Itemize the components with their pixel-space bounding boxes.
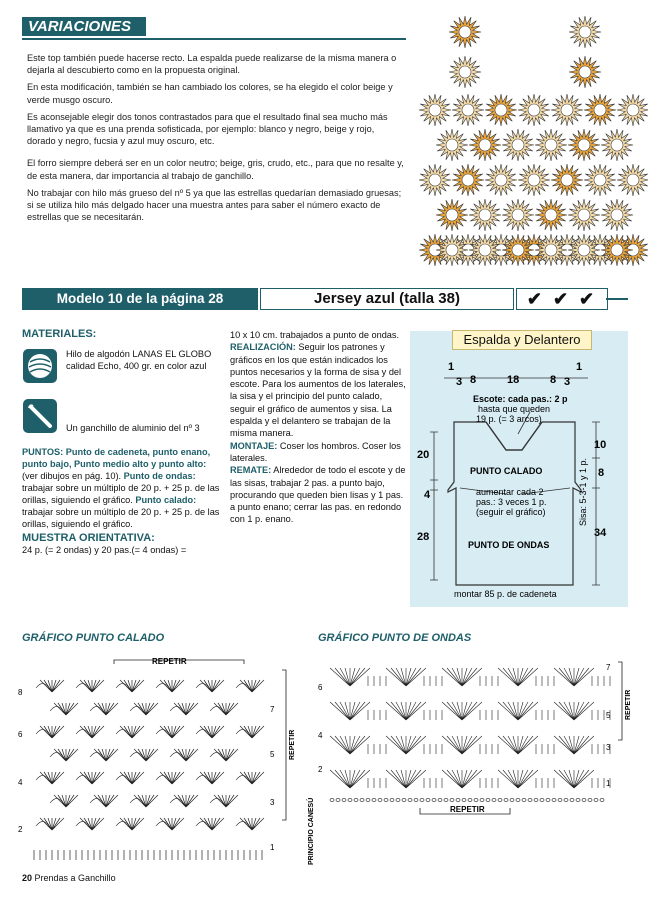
fan-stitch [160,818,184,830]
text: Seguir los patrones y gráficos en los que están indicados los puntos necesarios y la forma de sisa y del escote. Para los aumentos de los laterales, la sisa y el principio del punto calado, seguir el gráfico de aumentos y sisa. La espalda y el delantero se trabajan de la misma manera. [230,342,406,439]
hook-text: Un ganchillo de aluminio del nº 3 [66,423,200,433]
star-center [627,104,639,116]
repetir-side: REPETIR [625,689,632,720]
chain-arc [36,821,50,828]
stitch-row [480,778,498,788]
star-center [446,244,458,256]
chain-arc [210,706,224,713]
fan-stitch [200,726,224,738]
wave-stitch [442,770,482,788]
chart1-title: GRÁFICO PUNTO CALADO [22,632,165,644]
difficulty-checks: ✔ ✔ ✔ [516,288,608,310]
dim-label: 8 [470,374,477,386]
chain-arc [50,706,64,713]
dim-label: 28 [417,531,430,543]
chain-arc [76,821,90,828]
stitch-row [424,676,442,686]
star-motif [568,199,600,231]
fan-stitch [134,795,158,807]
chain-arc [236,729,250,736]
fan-stitch [134,703,158,715]
fan-stitch [40,726,64,738]
star-motif [449,56,481,88]
star-motif [436,234,468,266]
fan-stitch [40,680,64,692]
chain-arc [76,729,90,736]
montar-note: montar 85 p. de cadeneta [454,589,557,599]
star-center [594,104,606,116]
magazine-name: Prendas a Ganchillo [34,873,116,883]
fan-stitch [120,726,144,738]
instructions-column [230,329,408,526]
star-center [429,104,441,116]
repetir-label: REPETIR [152,657,187,666]
aumentar-note: (seguir el gráfico) [476,507,546,517]
star-motif [601,129,633,161]
dim-label: 34 [594,527,607,539]
escote-note: Escote: cada pas.: 2 p [473,394,568,404]
realizacion [230,341,408,439]
star-center [495,104,507,116]
star-motif [617,94,648,126]
star-motif [469,234,501,266]
paragraph: Es aconsejable elegir dos tonos contrastados para que el resultado final sea mucho más llamativo ya que es una prenda sofisticada, por ejemplo: blanco y negro, beige y rojo, dorado y negro, fucsia y azul muy oscuro, etc. [27,111,388,147]
escote-note: hasta que queden [478,404,551,414]
model-label: Modelo 10 de la página 28 [22,288,258,310]
star-center [611,244,623,256]
garment-schematic [410,350,628,607]
chain-arc [36,729,50,736]
star-center [611,209,623,221]
star-motif [419,94,451,126]
wave-stitch [442,736,482,754]
star-motif [617,164,648,196]
fan-stitch [160,680,184,692]
star-motif [584,164,616,196]
model-title: Jersey azul (talla 38) [260,288,514,310]
stitch-row [480,744,498,754]
dim-label: 1 [448,361,455,373]
star-center [479,244,491,256]
stitch-row [480,676,498,686]
star-motif [436,199,468,231]
chain-arc [156,683,170,690]
star-motif [419,164,451,196]
yarn-text: Hilo de algodón LANAS EL GLOBO calidad Echo, 400 gr. en color azul [66,349,212,371]
wave-stitch [386,770,426,788]
fan-stitch [174,703,198,715]
page-number: 20 [22,873,33,883]
fan-stitch [80,726,104,738]
punto-ondas-chart [310,650,635,830]
chain-arc [36,775,50,782]
star-motif [502,234,534,266]
chain-arc [130,706,144,713]
wave-stitch [386,736,426,754]
chain-arc [76,683,90,690]
wave-stitch [442,668,482,686]
dim-label: 3 [564,376,571,388]
star-top-illustration [425,10,630,270]
chain-arc [210,752,224,759]
chain-arc [50,798,64,805]
star-center [459,66,471,78]
row-number-right: 1 [606,779,611,788]
chain-arc [210,798,224,805]
star-center [459,26,471,38]
star-center [528,174,540,186]
wave-stitch [554,736,594,754]
stitch-row [424,710,442,720]
star-motif [584,94,616,126]
chain-row [330,799,604,802]
fan-stitch [200,818,224,830]
wave-stitch [498,736,538,754]
fan-stitch [240,726,264,738]
fan-stitch [240,772,264,784]
star-motif [518,94,550,126]
star-center [545,244,557,256]
dim-label: 4 [424,489,431,501]
chain-arc [196,775,210,782]
fan-stitch [54,749,78,761]
yarn-item [22,348,222,384]
stitch-row [536,710,554,720]
stitch-row [368,710,386,720]
yarn-ball-icon [22,348,58,384]
fan-stitch [174,795,198,807]
star-motif [469,199,501,231]
muestra-heading: MUESTRA ORIENTATIVA: [22,532,155,544]
row-number-left: 2 [18,825,23,834]
principio-label: PRINCIPIO CANESÚ [308,797,315,865]
chain-arc [156,729,170,736]
wave-stitch [386,668,426,686]
star-motif [452,164,484,196]
stitch-row [368,676,386,686]
star-motif [535,129,567,161]
model-header [22,288,628,310]
stitch-row [592,676,610,686]
star-motif [535,234,567,266]
stitch-row [424,778,442,788]
star-center [479,139,491,151]
wave-stitch [554,702,594,720]
star-motif [568,234,600,266]
fan-stitch [160,772,184,784]
star-center [446,139,458,151]
chain-arc [196,683,210,690]
row-number-left: 6 [18,730,23,739]
puntos-text [22,446,222,530]
fan-stitch [174,749,198,761]
text: Alrededor de todo el escote y de las sisas, trabajar 2 pas. a punto bajo, procurando que queden bien lisas y 1 pas. a punto enano; cerrar las pas. en redondo con 1 p. enano. [230,465,406,525]
hook-item [22,398,222,434]
fan-stitch [160,726,184,738]
dim-label: 3 [456,376,463,388]
wave-stitch [554,668,594,686]
paragraph: Este top también puede hacerse recto. La espalda puede realizarse de la misma manera o dejarla al descubierto como en la propuesta original. [27,53,397,76]
stitch-row [368,778,386,788]
star-center [545,209,557,221]
chain-arc [196,729,210,736]
fan-stitch [120,680,144,692]
fan-stitch [214,795,238,807]
chain-arc [236,683,250,690]
star-center [512,244,524,256]
star-center [579,26,591,38]
fan-stitch [40,818,64,830]
chain-arc [76,775,90,782]
stitch-row [536,676,554,686]
fan-stitch [214,749,238,761]
row-number-right: 7 [606,663,611,672]
fan-stitch [94,795,118,807]
chain-arc [36,683,50,690]
divider [22,38,406,40]
row-number-right: 3 [270,798,275,807]
text: trabajar sobre un múltiplo de 20 p. + 25 p. de las orillas, siguiendo el gráfico. [22,507,220,529]
row-number-left: 4 [18,778,23,787]
chain-arc [90,798,104,805]
dim-label: 8 [550,374,557,386]
label: Punto calado: [135,495,197,505]
stitch-row [536,778,554,788]
star-motif [551,164,583,196]
wave-stitch [330,702,370,720]
star-motif [535,199,567,231]
chain-arc [116,729,130,736]
star-center [561,174,573,186]
wave-stitch [498,770,538,788]
chain-arc [130,752,144,759]
chain-arc [170,752,184,759]
stitch-row [368,744,386,754]
crochet-hook-icon [22,398,58,434]
repetir-label: REPETIR [450,805,485,814]
chain-arc [156,821,170,828]
fan-stitch [80,680,104,692]
wave-stitch [498,702,538,720]
chain-arc [50,752,64,759]
paragraph: El forro siempre deberá ser en un color neutro; beige, gris, crudo, etc., para que no resalte y, de esta manera, dar importancia al trabajo de ganchillo. [27,158,404,181]
fan-stitch [54,703,78,715]
star-center [545,139,557,151]
chain-arc [116,775,130,782]
wave-stitch [442,702,482,720]
fan-stitch [94,703,118,715]
chart2-title: GRÁFICO PUNTO DE ONDAS [318,632,472,644]
star-center [462,104,474,116]
star-center [611,139,623,151]
star-center [594,174,606,186]
materials-column [22,328,222,556]
text: (ver dibujos en pág. 10). [22,471,122,481]
wave-stitch [330,736,370,754]
star-center [479,209,491,221]
label: REALIZACIÓN: [230,342,296,353]
stitch-row [536,744,554,754]
row-number-left: 6 [318,683,323,692]
punto-calado-label: PUNTO CALADO [470,466,543,476]
dim-label: 10 [594,439,607,451]
section-title-variaciones: VARIACIONES [22,17,146,36]
star-center [578,139,590,151]
chain-arc [130,798,144,805]
punto-calado-chart [14,650,314,872]
dim-label: 18 [507,374,520,386]
label: Punto de ondas: [123,471,196,481]
label: REMATE: [230,465,272,476]
star-motif [601,199,633,231]
star-center [462,174,474,186]
chain-arc [90,752,104,759]
wave-stitch [386,702,426,720]
fan-stitch [200,772,224,784]
chain-arc [116,683,130,690]
text: Coser los hombros. Coser los laterales. [230,440,401,463]
chain-arc [170,798,184,805]
chain-arc [236,775,250,782]
materials-heading: MATERIALES: [22,328,97,340]
star-motif [502,129,534,161]
row-number-right: 3 [606,743,611,752]
chain-arc [170,706,184,713]
fan-stitch [80,772,104,784]
dim-label: 20 [417,449,430,461]
chain-arc [156,775,170,782]
fan-stitch [214,703,238,715]
star-center [578,244,590,256]
star-center [512,139,524,151]
star-motif [449,16,481,48]
chain-arc [236,821,250,828]
aumentar-note: pas.: 3 veces 1 p. [476,497,547,507]
stitch-row [424,744,442,754]
star-center [528,104,540,116]
paragraph: No trabajar con hilo más grueso del nº 5 ya que las estrellas quedarían demasiado gruesas; si se utiliza hilo más delgado hacer una muestra antes para saber el número exacto de estrellas que se necesitarán. [27,187,402,223]
star-center [429,174,441,186]
fan-stitch [120,818,144,830]
star-center [512,209,524,221]
escote-note: 19 p. (= 3 arcos) [476,414,542,424]
repetir-side: REPETIR [289,729,296,760]
text: trabajar sobre un múltiplo de 20 p. + 25 p. de las orillas, siguiendo el gráfico. [22,483,220,505]
fan-stitch [134,749,158,761]
star-center [495,174,507,186]
star-motif [436,129,468,161]
remate [230,464,408,525]
wave-stitch [330,668,370,686]
fan-stitch [120,772,144,784]
fan-stitch [40,772,64,784]
label: Punto de cadeneta, punto enano, punto bajo, Punto medio alto y punto alto: [22,447,211,469]
star-motif [502,199,534,231]
star-motif [551,94,583,126]
wave-stitch [330,770,370,788]
row-number-right: 5 [270,750,275,759]
star-motif [601,234,633,266]
label: PUNTOS: [22,447,64,457]
variaciones-text [27,52,405,228]
chain-arc [116,821,130,828]
muestra-text: 24 p. (= 2 ondas) y 20 pas.(= 4 ondas) = [22,545,187,555]
base-row [34,850,262,860]
row-number-right: 5 [606,711,611,720]
star-center [578,209,590,221]
page-footer [22,873,116,883]
star-center [446,209,458,221]
fan-stitch [94,749,118,761]
dim-label: 1 [576,361,583,373]
star-center [627,174,639,186]
row-number-left: 2 [318,765,323,774]
star-motif [469,129,501,161]
fan-stitch [200,680,224,692]
star-motif [485,94,517,126]
star-motif [518,164,550,196]
star-motif [452,94,484,126]
row-number-right: 7 [270,705,275,714]
star-motif [568,129,600,161]
paragraph: En esta modificación, también se han cambiado los colores, se ha elegido el color beige y verde musgo oscuro. [27,82,393,105]
chain-arc [90,706,104,713]
fan-stitch [54,795,78,807]
row-number-left: 4 [318,731,323,740]
star-center [561,104,573,116]
diagram-title: Espalda y Delantero [452,330,592,350]
star-motif [485,164,517,196]
label: MONTAJE: [230,440,278,451]
dim-label: 8 [598,467,605,479]
star-center [579,66,591,78]
aumentar-note: aumentar cada 2 [476,487,544,497]
fan-stitch [80,818,104,830]
stitch-row [480,710,498,720]
star-motif [569,16,601,48]
row-number-left: 8 [18,688,23,697]
chain-arc [196,821,210,828]
fan-stitch [240,818,264,830]
fan-stitch [240,680,264,692]
star-motif [569,56,601,88]
row-number-right: 1 [270,843,275,852]
divider [606,298,628,300]
punto-ondas-label: PUNTO DE ONDAS [468,540,550,550]
wave-stitch [554,770,594,788]
sisa-note: Sisa: 5-3-1 y 1 p. [578,457,588,526]
wave-stitch [498,668,538,686]
muestra-cont: 10 x 10 cm. trabajados a punto de ondas. [230,330,400,340]
montaje [230,440,408,465]
